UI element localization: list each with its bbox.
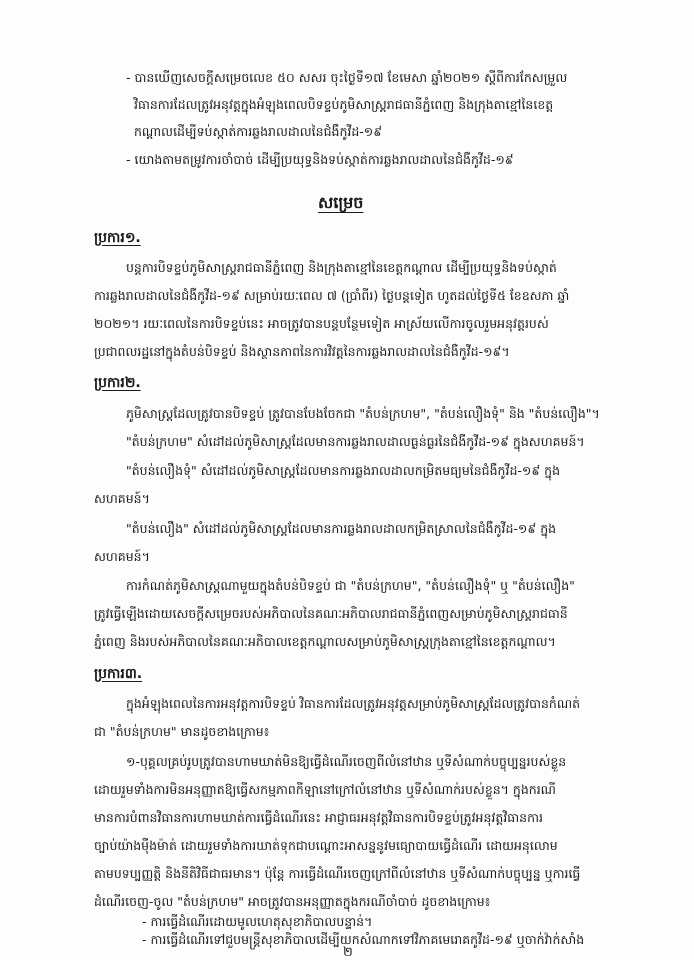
article3-line: ដោយរួមទាំងការមិនអនុញ្ញាតឱ្យធ្វើសកម្មភាពកីឡានៅក្រៅលំនៅឋាន ឬទីសំណាក់របស់ខ្លួន។ ក្នុងករណី [94, 782, 556, 797]
article2-line: "តំបន់លឿងទុំ" សំដៅដល់ភូមិសាស្ត្រដែលមានការឆ្លងរាលដាលកម្រិតមធ្យមនៃជំងឺកូវីដ-១៩ ក្នុង [126, 463, 561, 478]
article1-line: ២០២១។ រយៈពេលនៃការបិទខ្ទប់នេះ អាចត្រូវបានបន្តបន្ថែមទៀត អាស្រ័យលើការចូលរួមអនុវត្តរបស់ [94, 316, 549, 331]
article2-heading: ប្រការ២. [94, 375, 141, 391]
article3-line: ដំណើរចេញ-ចូល "តំបន់ក្រហម" អាចត្រូវបានអនុញ្ញាតក្នុងករណីចាំបាច់ ដូចខាងក្រោម៖ [94, 894, 491, 909]
article1-line: បន្តការបិទខ្ទប់ភូមិសាស្ត្ររាជធានីភ្នំពេញ និងក្រុងតាខ្មៅនៃខេត្តកណ្តាល ដើម្បីប្រយុទ្ធនិងទប់ស្កាត់ [126, 260, 557, 275]
article2-line: សហគមន៍។ [94, 549, 150, 564]
article3-line: - ការធ្វើដំណើរទៅជួបមន្ត្រីសុខាភិបាលដើម្បីយកសំណាកទៅវិភាគមេរោគកូវីដ-១៩ ឬចាក់វ៉ាក់សាំង [142, 932, 585, 947]
article2-line: ភូមិសាស្ត្រដែលត្រូវបានបិទខ្ទប់ ត្រូវបានបែងចែកជា "តំបន់ក្រហម", "តំបន់លឿងទុំ" និង "តំបន់លឿង"។ [126, 406, 600, 421]
page-number: ២ [343, 945, 353, 960]
article2-line: ភ្នំពេញ និងរបស់អភិបាលនៃគណៈអភិបាលខេត្តកណ្តាលសម្រាប់ភូមិសាស្ត្រក្រុងតាខ្មៅនៃខេត្តកណ្តាល។ [94, 634, 556, 649]
article2-line: សហគមន៍។ [94, 491, 150, 506]
article1-heading: ប្រការ១. [94, 230, 141, 246]
article2-line: "តំបន់ក្រហម" សំដៅដល់ភូមិសាស្ត្រដែលមានការឆ្លងរាលដាលធ្ងន់ធ្ងរនៃជំងឺកូវីដ-១៩ ក្នុងសហគមន៍។ [126, 434, 585, 449]
article3-line: ក្នុងអំឡុងពេលនៃការអនុវត្តការបិទខ្ទប់ វិធានការដែលត្រូវអនុវត្តសម្រាប់ភូមិសាស្ត្រដែលត្រូវបានកំណត់ [126, 696, 581, 711]
article1-line: ការឆ្លងរាលដាលនៃជំងឺកូវីដ-១៩ សម្រាប់រយៈពេល ៧ (ប្រាំពីរ) ថ្ងៃបន្តទៀត ហូតដល់ថ្ងៃទី៥ ខែឧសភា ឆ្នាំ [94, 288, 570, 303]
article3-line: តាមបទប្បញ្ញត្តិ និងនីតិវិធីជាធរមាន។ ប៉ុន្តែ ការធ្វើដំណើរចេញក្រៅពីលំនៅឋាន ឬទីសំណាក់បច្ចុប្បន្ន ឬការធ្វើ [94, 866, 581, 881]
article3-line: ជា "តំបន់ក្រហម" មានដូចខាងក្រោម៖ [94, 724, 270, 739]
preamble-line: - បានឃើញសេចក្តីសម្រេចលេខ ៥០ សសរ ចុះថ្ងៃទី១៧ ខែមេសា ឆ្នាំ២០២១ ស្តីពីការកែសម្រួល [126, 70, 568, 85]
article3-line: ច្បាប់យ៉ាងម៉ឺងម៉ាត់ ដោយរួមទាំងការឃាត់ទុកជាបណ្តោះអាសន្ននូវមធ្យោបាយធ្វើដំណើរ ដោយអនុលោម [94, 838, 558, 853]
preamble-line: កណ្តាលដើម្បីទប់ស្កាត់ការឆ្លងរាលដាលនៃជំងឺកូវីដ-១៩ [134, 124, 383, 139]
article3-line: ១-បុគ្គលគ្រប់រូបត្រូវបានហាមឃាត់មិនឱ្យធ្វើដំណើរចេញពីលំនៅឋាន ឬទីសំណាក់បច្ចុប្បន្នរបស់ខ្លួន [126, 754, 567, 769]
preamble-line: វិធានការដែលត្រូវអនុវត្តក្នុងអំឡុងពេលបិទខ្ទប់ភូមិសាស្ត្ររាជធានីភ្នំពេញ និងក្រុងតាខ្មៅនៃខេត្ត [134, 97, 554, 112]
article3-line: - ការធ្វើដំណើរដោយមូលហេតុសុខាភិបាលបន្ទាន់។ [142, 914, 373, 929]
decision-title: សម្រេច [318, 193, 364, 212]
article2-line: "តំបន់លឿង" សំដៅដល់ភូមិសាស្ត្រដែលមានការឆ្លងរាលដាលកម្រិតស្រាលនៃជំងឺកូវីដ-១៩ ក្នុង [126, 521, 557, 536]
article2-line: ត្រូវធ្វើឡើងដោយសេចក្តីសម្រេចរបស់អភិបាលនៃគណៈអភិបាលរាជធានីភ្នំពេញសម្រាប់ភូមិសាស្ត្ររាជធានី [94, 606, 568, 621]
preamble-line: - យោងតាមតម្រូវការចាំបាច់ ដើម្បីប្រយុទ្ធនិងទប់ស្កាត់ការឆ្លងរាលដាលនៃជំងឺកូវីដ-១៩ [126, 152, 514, 167]
article2-line: ការកំណត់ភូមិសាស្ត្រណាមួយក្នុងតំបន់បិទខ្ទប់ ជា "តំបន់ក្រហម", "តំបន់លឿងទុំ" ឬ "តំបន់លឿង" [126, 578, 575, 593]
article1-line: ប្រជាពលរដ្ឋនៅក្នុងតំបន់បិទខ្ទប់ និងស្ថានភាពនៃការវិវត្តនៃការឆ្លងរាលដាលនៃជំងឺកូវីដ-១៩។ [94, 344, 510, 359]
article3-heading: ប្រការ៣. [94, 666, 143, 682]
article3-line: មានការបំពានវិធានការហាមឃាត់ការធ្វើដំណើរនេះ អាជ្ញាធរអនុវត្តវិធានការបិទខ្ទប់ត្រូវអនុវត្តវិធានការ [94, 810, 543, 825]
